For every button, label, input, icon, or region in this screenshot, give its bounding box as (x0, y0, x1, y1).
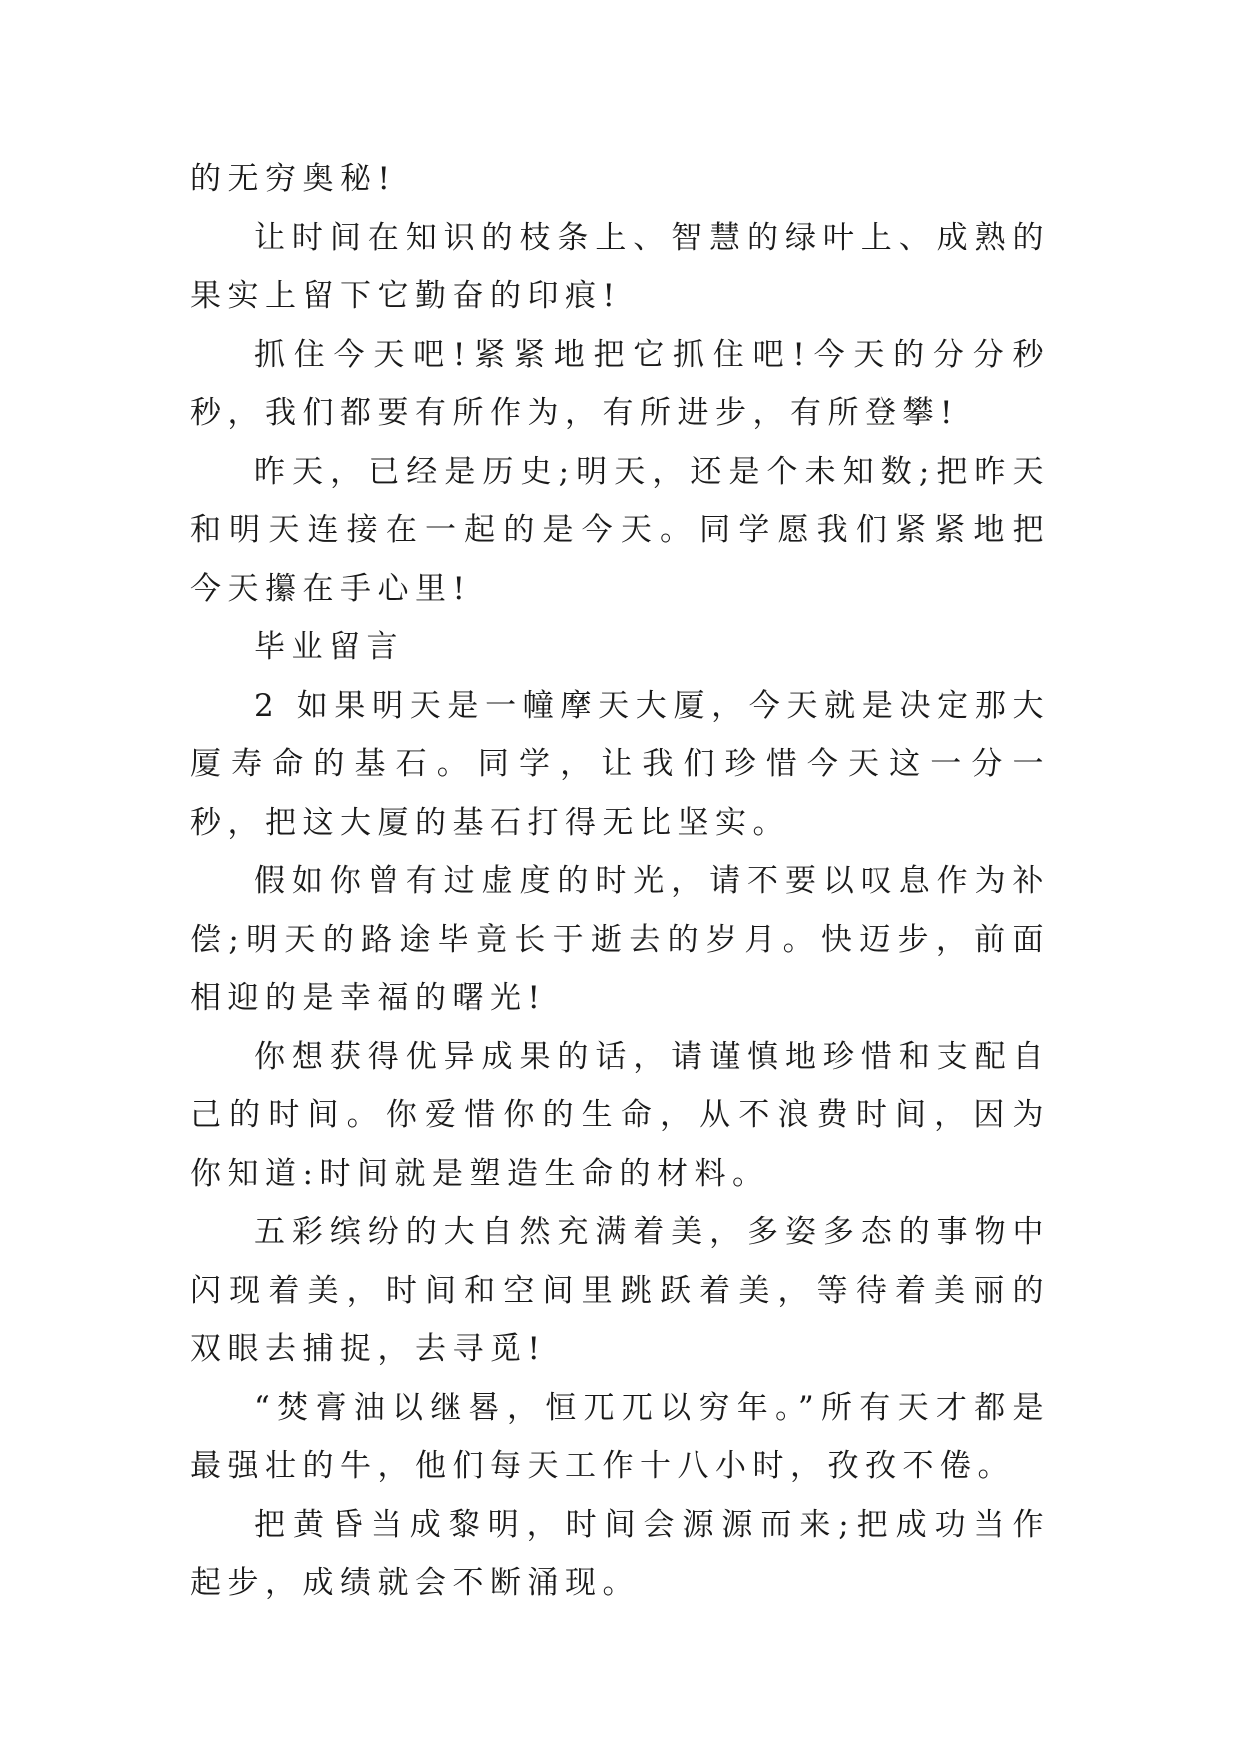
paragraph: 昨天，已经是历史;明天，还是个未知数;把昨天和明天连接在一起的是今天。同学愿我们紧紧地把今天攥在手心里! (190, 453, 1050, 607)
paragraph: 2 如果明天是一幢摩天大厦，今天就是决定那大厦寿命的基石。同学，让我们珍惜今天这一分一秒，把这大厦的基石打得无比坚实。 (190, 687, 1050, 841)
paragraph-continuation: 的无穷奥秘! (190, 161, 397, 197)
paragraph: 让时间在知识的枝条上、智慧的绿叶上、成熟的果实上留下它勤奋的印痕! (190, 219, 1050, 314)
paragraph: 假如你曾有过虚度的时光，请不要以叹息作为补偿;明天的路途毕竟长于逝去的岁月。快迈步，前面相迎的是幸福的曙光! (190, 863, 1050, 1016)
paragraph: “焚膏油以继晷，恒兀兀以穷年。”所有天才都是最强壮的牛，他们每天工作十八小时，孜孜不倦。 (190, 1389, 1050, 1484)
paragraph: 五彩缤纷的大自然充满着美，多姿多态的事物中闪现着美，时间和空间里跳跃着美，等待着美丽的双眼去捕捉，去寻觅! (190, 1214, 1050, 1367)
paragraph: 把黄昏当成黎明，时间会源源而来;把成功当作起步，成绩就会不断涌现。 (190, 1506, 1050, 1601)
document-page (190, 150, 1050, 1613)
paragraph: 抓住今天吧!紧紧地把它抓住吧!今天的分分秒秒，我们都要有所作为，有所进步，有所登攀! (190, 336, 1050, 431)
section-heading: 毕业留言 (254, 629, 404, 665)
paragraph: 你想获得优异成果的话，请谨慎地珍惜和支配自己的时间。你爱惜你的生命，从不浪费时间，因为你知道:时间就是塑造生命的材料。 (190, 1038, 1050, 1192)
